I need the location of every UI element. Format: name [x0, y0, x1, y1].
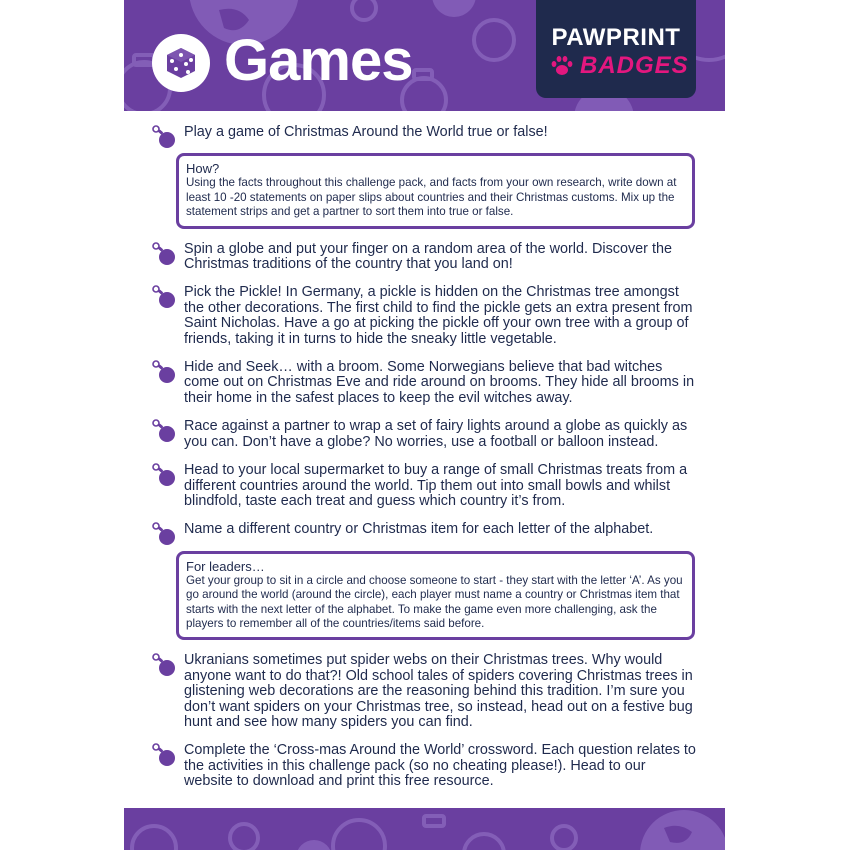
bauble-icon — [152, 360, 176, 384]
dice-badge — [152, 34, 210, 92]
leaders-box-body: Get your group to sit in a circle and choose someone to start - they start with the letter ‘A’. As you go around the world (around the circle), each player must name a country or Christmas item that starts with the next letter of the alphabet. To make the game even more challenging, ask the players to remember all of the countries/items said before. — [186, 573, 683, 630]
logo-badges-text: BADGES — [580, 52, 689, 79]
how-box-title: How? — [186, 161, 220, 177]
page — [124, 0, 725, 850]
item-text: Play a game of Christmas Around the World true or false! — [184, 124, 548, 140]
bauble-icon — [152, 285, 176, 309]
header-banner — [124, 0, 725, 111]
list-item — [152, 522, 697, 537]
paw-icon — [550, 54, 574, 78]
bauble-icon — [152, 419, 176, 443]
bauble-icon — [152, 125, 176, 149]
list-item — [152, 419, 697, 450]
list-item — [152, 125, 697, 140]
list-item — [152, 285, 697, 347]
how-box-body: Using the facts throughout this challenge pack, and facts from your own research, write down at least 10 -20 statements on paper slips about countries and their Christmas customs. Mix up the statement strips and get a partner to sort them into true or false. — [186, 176, 677, 219]
pawprint-badges-logo — [536, 0, 696, 98]
leaders-box-title: For leaders… — [186, 558, 265, 574]
globe-pattern-icon — [124, 808, 725, 850]
bauble-icon — [152, 522, 176, 546]
list-item — [152, 242, 697, 273]
list-item — [152, 653, 697, 730]
bauble-icon — [152, 743, 176, 767]
logo-badges-row — [550, 52, 689, 80]
leaders-box — [176, 551, 695, 641]
bauble-icon — [152, 653, 176, 677]
item-text: Spin a globe and put your finger on a random area of the world. Discover the Christmas traditions of the country that you land on! — [184, 240, 672, 273]
list-item — [152, 743, 697, 789]
item-text: Hide and Seek… with a broom. Some Norwegians believe that bad witches come out on Christmas Eve and ride around on brooms. They hide all brooms in their home in the safest places to keep the evil witches away. — [184, 359, 695, 406]
page-title: Games — [224, 28, 413, 93]
content — [152, 125, 697, 803]
item-text: Complete the ‘Cross-mas Around the World’ crossword. Each question relates to the activities in this challenge pack (so no cheating please!). Head to our website to download and print this free resource. — [184, 742, 696, 790]
footer-banner — [124, 808, 725, 850]
how-box — [176, 153, 695, 228]
item-text: Race against a partner to wrap a set of fairy lights around a globe as quickly as you can. Don’t have a globe? No worries, use a football or balloon instead. — [184, 418, 688, 450]
item-text: Pick the Pickle! In Germany, a pickle is hidden on the Christmas tree amongst the other decorations. The first child to find the pickle gets an extra present from Saint Nicholas. Have a go at picking the pickle off your own tree with a group of friends, taking it in turns to hide the sneaky little vegetable. — [184, 284, 693, 347]
item-text: Head to your local supermarket to buy a range of small Christmas treats from a different countries around the world. Tip them out into small bowls and whilst blindfold, taste each treat and guess which country it’s from. — [184, 462, 688, 509]
list-item — [152, 463, 697, 509]
logo-pawprint-text: PAWPRINT — [551, 24, 681, 51]
item-text: Name a different country or Christmas item for each letter of the alphabet. — [184, 521, 654, 538]
item-text: Ukranians sometimes put spider webs on their Christmas trees. Why would anyone want to do that?! Old school tales of spiders covering Christmas trees in glistening web decorations are the reasoning behind this tradition. I’m sure you don’t want spiders on your Christmas tree, so instead, head out on a festive bug hunt and see how many spiders you can find. — [184, 652, 693, 730]
dice-icon — [164, 46, 198, 80]
list-item — [152, 360, 697, 406]
bauble-icon — [152, 242, 176, 266]
bauble-icon — [152, 463, 176, 487]
